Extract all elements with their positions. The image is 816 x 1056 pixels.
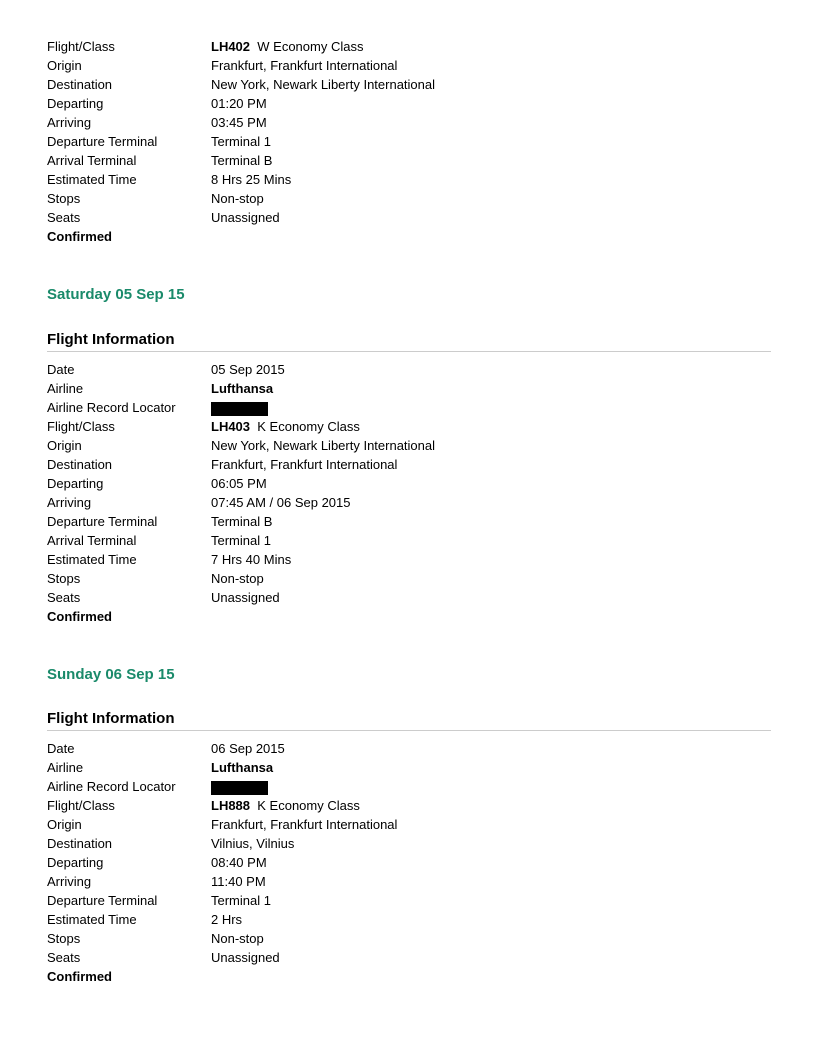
field-label: Departing: [47, 96, 104, 111]
field-label: Estimated Time: [47, 552, 137, 567]
flight-code: LH403: [211, 419, 251, 434]
row-stops: [47, 189, 771, 208]
field-value: 07:45 AM / 06 Sep 2015: [211, 495, 351, 510]
row-departing: [47, 474, 771, 493]
section-title: Flight Information: [47, 709, 771, 731]
day-heading: Sunday 06 Sep 15: [47, 666, 175, 683]
field-value: Non-stop: [211, 191, 264, 206]
field-label: Departing: [47, 855, 104, 870]
field-label: Airline Record Locator: [47, 400, 176, 415]
section-title: Flight Information: [47, 330, 771, 352]
airline-name: Lufthansa: [211, 381, 274, 396]
field-label: Seats: [47, 590, 81, 605]
row-airline: [47, 379, 771, 398]
field-value: Terminal 1: [211, 533, 271, 548]
row-flight-class: [47, 417, 771, 436]
row-destination: [47, 75, 771, 94]
row-estimated-time: [47, 910, 771, 929]
field-label: Seats: [47, 210, 81, 225]
field-value: Terminal B: [211, 153, 273, 168]
field-label: Departure Terminal: [47, 514, 158, 529]
row-departure-terminal: [47, 512, 771, 531]
field-label: Flight/Class: [47, 419, 115, 434]
row-origin: [47, 815, 771, 834]
field-value: 08:40 PM: [211, 855, 267, 870]
field-value: Frankfurt, Frankfurt International: [211, 817, 398, 832]
field-label: Airline: [47, 381, 84, 396]
row-record-locator: [47, 398, 771, 417]
field-label: Date: [47, 741, 75, 756]
field-value: [211, 777, 268, 796]
row-flight-class: [47, 796, 771, 815]
field-label: Seats: [47, 950, 81, 965]
field-value: New York, Newark Liberty International: [211, 438, 436, 453]
field-value: Non-stop: [211, 931, 264, 946]
field-value: 11:40 PM: [211, 874, 266, 889]
field-label: Departure Terminal: [47, 134, 158, 149]
field-value: 06 Sep 2015: [211, 741, 285, 756]
row-stops: [47, 929, 771, 948]
row-airline: [47, 758, 771, 777]
row-record-locator: [47, 777, 771, 796]
booking-status: Confirmed: [47, 229, 112, 244]
row-departure-terminal: [47, 891, 771, 910]
field-label: Stops: [47, 931, 81, 946]
row-departing: [47, 94, 771, 113]
booking-status: Confirmed: [47, 969, 112, 984]
field-label: Stops: [47, 571, 81, 586]
field-value: Terminal B: [211, 514, 273, 529]
row-arriving: [47, 113, 771, 132]
field-label: Origin: [47, 58, 82, 73]
field-label: Estimated Time: [47, 912, 137, 927]
row-seats: [47, 948, 771, 967]
field-label: Arrival Terminal: [47, 153, 137, 168]
field-label: Origin: [47, 817, 82, 832]
flight-code: LH402: [211, 39, 251, 54]
redacted-block: [211, 402, 268, 416]
field-label: Date: [47, 362, 75, 377]
row-arrival-terminal: [47, 151, 771, 170]
field-value: Vilnius, Vilnius: [211, 836, 295, 851]
field-value: [211, 398, 268, 417]
field-value: Non-stop: [211, 571, 264, 586]
row-estimated-time: [47, 170, 771, 189]
field-value: 2 Hrs: [211, 912, 243, 927]
row-arrival-terminal: [47, 531, 771, 550]
field-value: Unassigned: [211, 210, 280, 225]
field-value: 03:45 PM: [211, 115, 267, 130]
field-label: Airline: [47, 760, 84, 775]
field-value: Frankfurt, Frankfurt International: [211, 457, 398, 472]
day-heading: Saturday 05 Sep 15: [47, 286, 185, 303]
field-value: Terminal 1: [211, 893, 271, 908]
row-stops: [47, 569, 771, 588]
field-label: Stops: [47, 191, 81, 206]
redacted-block: [211, 781, 268, 795]
field-value: Frankfurt, Frankfurt International: [211, 58, 398, 73]
row-destination: [47, 455, 771, 474]
field-label: Origin: [47, 438, 82, 453]
field-label: Arriving: [47, 495, 92, 510]
row-estimated-time: [47, 550, 771, 569]
class-text: W Economy Class: [257, 39, 364, 54]
field-label: Flight/Class: [47, 798, 115, 813]
field-value: [211, 417, 360, 436]
row-arriving: [47, 872, 771, 891]
field-label: Estimated Time: [47, 172, 137, 187]
field-label: Destination: [47, 77, 113, 92]
class-text: K Economy Class: [257, 419, 360, 434]
row-departing: [47, 853, 771, 872]
field-value: 05 Sep 2015: [211, 362, 285, 377]
field-value: 8 Hrs 25 Mins: [211, 172, 292, 187]
field-label: Airline Record Locator: [47, 779, 176, 794]
field-label: Departure Terminal: [47, 893, 158, 908]
field-value: New York, Newark Liberty International: [211, 77, 436, 92]
field-value: Terminal 1: [211, 134, 271, 149]
row-departure-terminal: [47, 132, 771, 151]
field-label: Arriving: [47, 115, 92, 130]
row-arriving: [47, 493, 771, 512]
field-value: [211, 37, 363, 56]
row-seats: [47, 588, 771, 607]
class-text: K Economy Class: [257, 798, 360, 813]
booking-status: Confirmed: [47, 609, 112, 624]
field-label: Destination: [47, 457, 113, 472]
row-seats: [47, 208, 771, 227]
field-label: Arriving: [47, 874, 92, 889]
field-label: Flight/Class: [47, 39, 115, 54]
row-date: [47, 360, 771, 379]
row-flight-class: [47, 37, 771, 56]
airline-name: Lufthansa: [211, 760, 274, 775]
field-value: Unassigned: [211, 590, 280, 605]
field-label: Departing: [47, 476, 104, 491]
row-origin: [47, 56, 771, 75]
row-date: [47, 739, 771, 758]
field-label: Arrival Terminal: [47, 533, 137, 548]
flight-code: LH888: [211, 798, 251, 813]
field-value: Unassigned: [211, 950, 280, 965]
row-origin: [47, 436, 771, 455]
field-value: 01:20 PM: [211, 96, 267, 111]
field-value: 7 Hrs 40 Mins: [211, 552, 292, 567]
row-destination: [47, 834, 771, 853]
field-label: Destination: [47, 836, 113, 851]
field-value: 06:05 PM: [211, 476, 267, 491]
field-value: [211, 796, 360, 815]
